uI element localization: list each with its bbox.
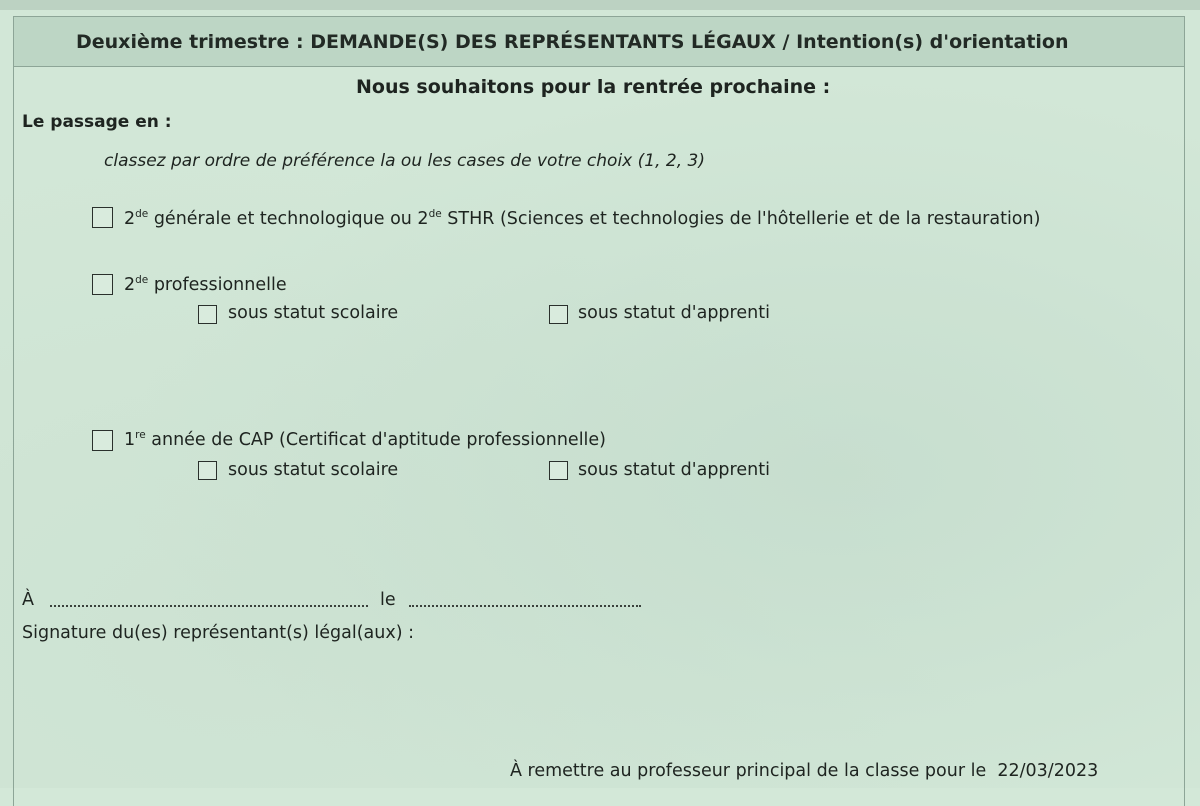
pro-statut-scolaire-label: sous statut scolaire	[228, 303, 399, 323]
footer-date: 22/03/2023	[997, 761, 1099, 781]
cap-statut-scolaire-label: sous statut scolaire	[228, 460, 399, 480]
header-title	[76, 31, 1069, 53]
place-label: À	[22, 590, 34, 610]
pro-statut-apprenti-label: sous statut d'apprenti	[578, 303, 770, 323]
subtitle: Nous souhaitons pour la rentrée prochaine :	[356, 76, 831, 98]
header-title-prefix: Deuxième trimestre	[76, 31, 290, 53]
signature-label: Signature du(es) représentant(s) légal(aux) :	[22, 623, 415, 643]
checkbox-cap-statut-apprenti[interactable]	[549, 461, 568, 480]
footer-note: À remettre au professeur principal de la classe pour le 22/03/2023	[510, 761, 1099, 781]
section-label: Le passage en :	[22, 112, 172, 132]
date-field[interactable]	[409, 605, 641, 607]
option-seconde-professionnelle-label: 2de professionnelle	[124, 274, 287, 295]
instruction-text: classez par ordre de préférence la ou les cases de votre choix (1, 2, 3)	[104, 151, 705, 171]
checkbox-seconde-professionnelle[interactable]	[92, 274, 113, 295]
place-field[interactable]	[50, 605, 368, 607]
checkbox-cap[interactable]	[92, 430, 113, 451]
checkbox-pro-statut-scolaire[interactable]	[198, 305, 217, 324]
header-title-main: : DEMANDE(S) DES REPRÉSENTANTS LÉGAUX / Intention(s) d'orientation	[289, 31, 1069, 53]
date-label: le	[380, 590, 396, 610]
option-seconde-generale-label: 2de générale et technologique ou 2de STHR (Sciences et technologies de l'hôtellerie et de la restauration)	[124, 208, 1041, 229]
checkbox-cap-statut-scolaire[interactable]	[198, 461, 217, 480]
cap-statut-apprenti-label: sous statut d'apprenti	[578, 460, 770, 480]
form-frame	[13, 16, 1185, 806]
checkbox-pro-statut-apprenti[interactable]	[549, 305, 568, 324]
checkbox-seconde-generale[interactable]	[92, 207, 113, 228]
page-top-edge	[0, 0, 1200, 10]
option-cap-label: 1re année de CAP (Certificat d'aptitude professionnelle)	[124, 429, 607, 450]
